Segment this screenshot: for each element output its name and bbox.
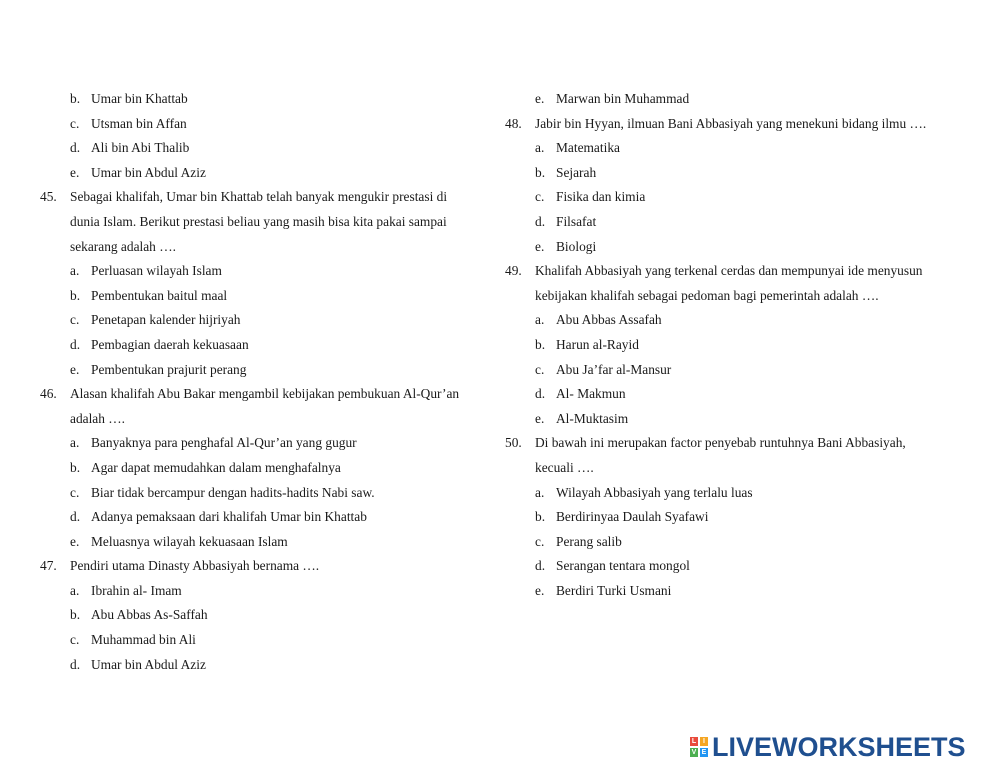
question-number: 48.	[505, 115, 522, 131]
answer-option[interactable]	[40, 481, 495, 506]
answer-option[interactable]	[40, 284, 495, 309]
option-letter: b.	[535, 509, 546, 525]
answer-option[interactable]	[40, 161, 495, 186]
answer-option[interactable]	[40, 358, 495, 383]
question-text: dunia Islam. Berikut prestasi beliau yang masih bisa kita pakai sampai	[70, 213, 447, 229]
option-letter: c.	[70, 484, 80, 500]
option-letter: b.	[70, 91, 81, 106]
logo-mark-letter: I	[700, 737, 708, 746]
option-letter: a.	[535, 312, 545, 328]
question-text: Sebagai khalifah, Umar bin Khattab telah banyak mengukir prestasi di	[70, 189, 448, 205]
answer-option[interactable]	[505, 407, 965, 432]
answer-option[interactable]	[505, 308, 965, 333]
question-number: 46.	[40, 386, 57, 402]
answer-option[interactable]	[40, 136, 495, 161]
option-text: Umar bin Abdul Aziz	[91, 656, 206, 672]
option-text: Al-Muktasim	[556, 410, 629, 426]
option-text: Serangan tentara mongol	[556, 558, 690, 574]
option-letter: d.	[535, 386, 546, 402]
question-line	[40, 554, 495, 579]
option-text: Pembagian daerah kekuasaan	[91, 336, 249, 352]
answer-option[interactable]	[40, 456, 495, 481]
option-letter: d.	[70, 656, 81, 672]
option-text: Agar dapat memudahkan dalam menghafalnya	[91, 459, 341, 475]
option-text: Perang salib	[556, 533, 622, 549]
option-letter: b.	[535, 336, 546, 352]
answer-option[interactable]	[505, 161, 965, 186]
question-text-continuation	[40, 210, 495, 235]
option-letter: b.	[70, 459, 81, 475]
option-letter: d.	[70, 140, 81, 156]
option-text: Sejarah	[556, 164, 597, 180]
answer-option[interactable]	[40, 259, 495, 284]
option-text: Marwan bin Muhammad	[556, 91, 690, 106]
option-letter: d.	[70, 509, 81, 525]
option-letter: d.	[70, 336, 81, 352]
question-text: Di bawah ini merupakan factor penyebab runtuhnya Bani Abbasiyah,	[535, 435, 906, 451]
option-letter: c.	[70, 115, 80, 131]
answer-option[interactable]	[505, 210, 965, 235]
option-letter: e.	[535, 91, 545, 106]
question-text: Khalifah Abbasiyah yang terkenal cerdas dan mempunyai ide menyusun	[535, 263, 923, 279]
question-line	[505, 259, 965, 284]
answer-option[interactable]	[505, 481, 965, 506]
answer-option[interactable]	[40, 431, 495, 456]
answer-option[interactable]	[505, 530, 965, 555]
answer-option[interactable]	[505, 579, 965, 604]
option-letter: e.	[535, 582, 545, 598]
logo-mark-letter: V	[691, 749, 697, 756]
question-number: 50.	[505, 435, 522, 451]
left-column	[40, 87, 495, 677]
question-line	[505, 431, 965, 456]
option-text: Abu Abbas As-Saffah	[91, 607, 208, 623]
answer-option[interactable]	[40, 308, 495, 333]
answer-option[interactable]	[40, 505, 495, 530]
option-text: Adanya pemaksaan dari khalifah Umar bin Khattab	[91, 509, 367, 525]
option-letter: e.	[70, 164, 80, 180]
option-letter: c.	[535, 189, 545, 205]
option-letter: a.	[70, 582, 80, 598]
right-column	[505, 87, 965, 603]
answer-option[interactable]	[40, 653, 495, 678]
option-letter: c.	[535, 533, 545, 549]
option-text: Filsafat	[556, 213, 597, 229]
option-letter: a.	[535, 484, 545, 500]
option-letter: e.	[535, 410, 545, 426]
option-text: Fisika dan kimia	[556, 189, 646, 205]
answer-option[interactable]	[40, 87, 495, 112]
answer-option[interactable]	[505, 358, 965, 383]
option-text: Ali bin Abi Thalib	[91, 140, 190, 156]
option-letter: b.	[70, 287, 81, 303]
answer-option[interactable]	[505, 235, 965, 260]
option-text: Berdirinyaa Daulah Syafawi	[556, 509, 709, 525]
question-text: Pendiri utama Dinasty Abbasiyah bernama ….	[70, 558, 320, 574]
option-letter: a.	[70, 263, 80, 279]
option-letter: b.	[70, 607, 81, 623]
option-text: Penetapan kalender hijriyah	[91, 312, 241, 328]
answer-option[interactable]	[40, 603, 495, 628]
answer-option[interactable]	[505, 505, 965, 530]
option-text: Pembentukan baitul maal	[91, 287, 228, 303]
logo-text: LIVEWORKSHEETS	[712, 731, 966, 762]
question-text: kebijakan khalifah sebagai pedoman bagi pemerintah adalah ….	[535, 287, 879, 303]
option-text: Ibrahin al- Imam	[91, 582, 182, 598]
option-letter: e.	[535, 238, 545, 254]
question-text-continuation	[40, 235, 495, 260]
question-text-continuation	[505, 456, 965, 481]
option-text: Pembentukan prajurit perang	[91, 361, 247, 377]
option-text: Harun al-Rayid	[556, 336, 639, 352]
option-letter: e.	[70, 361, 80, 377]
question-text: sekarang adalah ….	[70, 238, 176, 254]
answer-option[interactable]	[505, 382, 965, 407]
answer-option[interactable]	[40, 530, 495, 555]
liveworksheets-logo	[690, 730, 966, 764]
answer-option[interactable]	[505, 554, 965, 579]
answer-option[interactable]	[505, 87, 965, 112]
logo-mark-letter: E	[701, 749, 707, 756]
option-text: Wilayah Abbasiyah yang terlalu luas	[556, 484, 753, 500]
option-text: Matematika	[556, 140, 620, 156]
option-letter: c.	[70, 632, 80, 648]
logo-mark-letter: L	[691, 738, 697, 745]
question-line	[505, 112, 965, 137]
answer-option[interactable]	[40, 579, 495, 604]
option-text: Meluasnya wilayah kekuasaan Islam	[91, 533, 288, 549]
question-line	[40, 185, 495, 210]
option-text: Umar bin Abdul Aziz	[91, 164, 206, 180]
option-letter: d.	[535, 213, 546, 229]
option-letter: a.	[535, 140, 545, 156]
question-number: 49.	[505, 263, 522, 279]
option-text: Perluasan wilayah Islam	[91, 263, 222, 279]
answer-option[interactable]	[505, 185, 965, 210]
question-text: adalah ….	[70, 410, 126, 426]
option-text: Utsman bin Affan	[91, 115, 187, 131]
option-text: Banyaknya para penghafal Al-Qur’an yang gugur	[91, 435, 357, 451]
option-text: Biologi	[556, 238, 597, 254]
question-text: Jabir bin Hyyan, ilmuan Bani Abbasiyah yang menekuni bidang ilmu ….	[535, 115, 927, 131]
option-letter: c.	[70, 312, 80, 328]
logo-mark-icon	[690, 737, 708, 757]
question-line	[40, 382, 495, 407]
option-letter: e.	[70, 533, 80, 549]
option-letter: c.	[535, 361, 545, 377]
question-text: Alasan khalifah Abu Bakar mengambil kebijakan pembukuan Al-Qur’an	[70, 386, 460, 402]
option-text: Biar tidak bercampur dengan hadits-hadits Nabi saw.	[91, 484, 375, 500]
option-text: Al- Makmun	[556, 386, 626, 402]
answer-option[interactable]	[40, 333, 495, 358]
option-text: Muhammad bin Ali	[91, 632, 196, 648]
option-text: Berdiri Turki Usmani	[556, 582, 672, 598]
question-number: 45.	[40, 189, 57, 205]
option-letter: a.	[70, 435, 80, 451]
question-number: 47.	[40, 558, 57, 574]
answer-option[interactable]	[505, 136, 965, 161]
option-letter: d.	[535, 558, 546, 574]
question-text: kecuali ….	[535, 459, 594, 475]
answer-option[interactable]	[40, 112, 495, 137]
option-letter: b.	[535, 164, 546, 180]
answer-option[interactable]	[40, 628, 495, 653]
option-text: Abu Ja’far al-Mansur	[556, 361, 672, 377]
answer-option[interactable]	[505, 333, 965, 358]
option-text: Abu Abbas Assafah	[556, 312, 662, 328]
question-text-continuation	[505, 284, 965, 309]
question-text-continuation	[40, 407, 495, 432]
option-text: Umar bin Khattab	[91, 91, 188, 106]
